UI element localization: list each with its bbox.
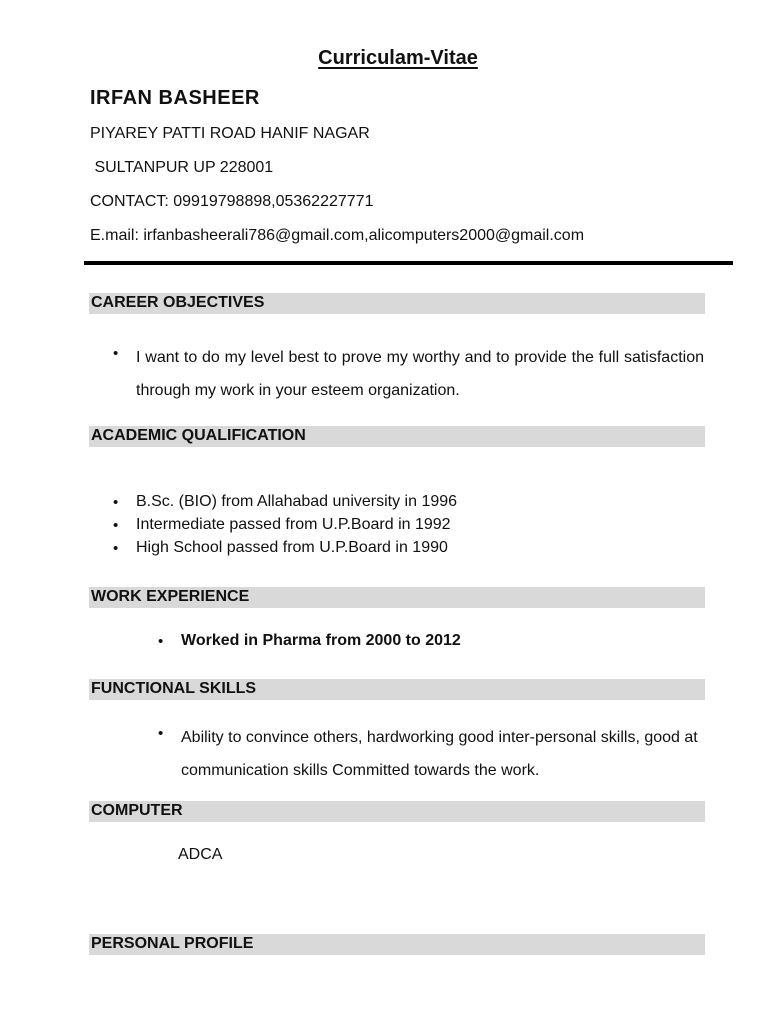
address-line-2: SULTANPUR UP 228001 [90, 159, 274, 176]
section-computer [89, 801, 705, 822]
section-functional-skills [89, 679, 705, 700]
email-line: E.mail: irfanbasheerali786@gmail.com,alicomputers2000@gmail.com [90, 227, 585, 244]
academic-item: High School passed from U.P.Board in 1990 [136, 539, 448, 556]
computer-qualification: ADCA [178, 846, 223, 863]
bullet-icon: • [158, 725, 164, 742]
career-objective-text: I want to do my level best to prove my worthy and to provide the full satisfaction through my work in your esteem organization. [136, 349, 704, 399]
section-career-objectives [89, 293, 705, 314]
header-divider [84, 261, 733, 265]
contact-line: CONTACT: 09919798898,05362227771 [90, 193, 374, 210]
section-heading: COMPUTER [91, 802, 183, 819]
bullet-icon: • [113, 540, 119, 557]
applicant-name: IRFAN BASHEER [90, 87, 260, 109]
section-heading: CAREER OBJECTIVES [91, 294, 265, 311]
section-personal-profile [89, 934, 705, 955]
address-line-1: PIYAREY PATTI ROAD HANIF NAGAR [90, 125, 370, 142]
work-item: Worked in Pharma from 2000 to 2012 [181, 632, 461, 649]
bullet-icon: • [158, 633, 164, 650]
section-heading: FUNCTIONAL SKILLS [91, 680, 257, 697]
bullet-icon: • [113, 345, 119, 362]
section-academic-qualification [89, 426, 705, 447]
section-heading: ACADEMIC QUALIFICATION [91, 427, 306, 444]
bullet-icon: • [113, 517, 119, 534]
document-title: Curriculam-Vitae [318, 47, 478, 69]
bullet-icon: • [113, 494, 119, 511]
academic-item: B.Sc. (BIO) from Allahabad university in 1996 [136, 493, 458, 510]
section-work-experience [89, 587, 705, 608]
section-heading: PERSONAL PROFILE [91, 935, 254, 952]
skills-text: Ability to convince others, hardworking good inter-personal skills, good at communication skills Committed towards the work. [181, 729, 698, 779]
academic-item: Intermediate passed from U.P.Board in 1992 [136, 516, 451, 533]
section-heading: WORK EXPERIENCE [91, 588, 250, 605]
